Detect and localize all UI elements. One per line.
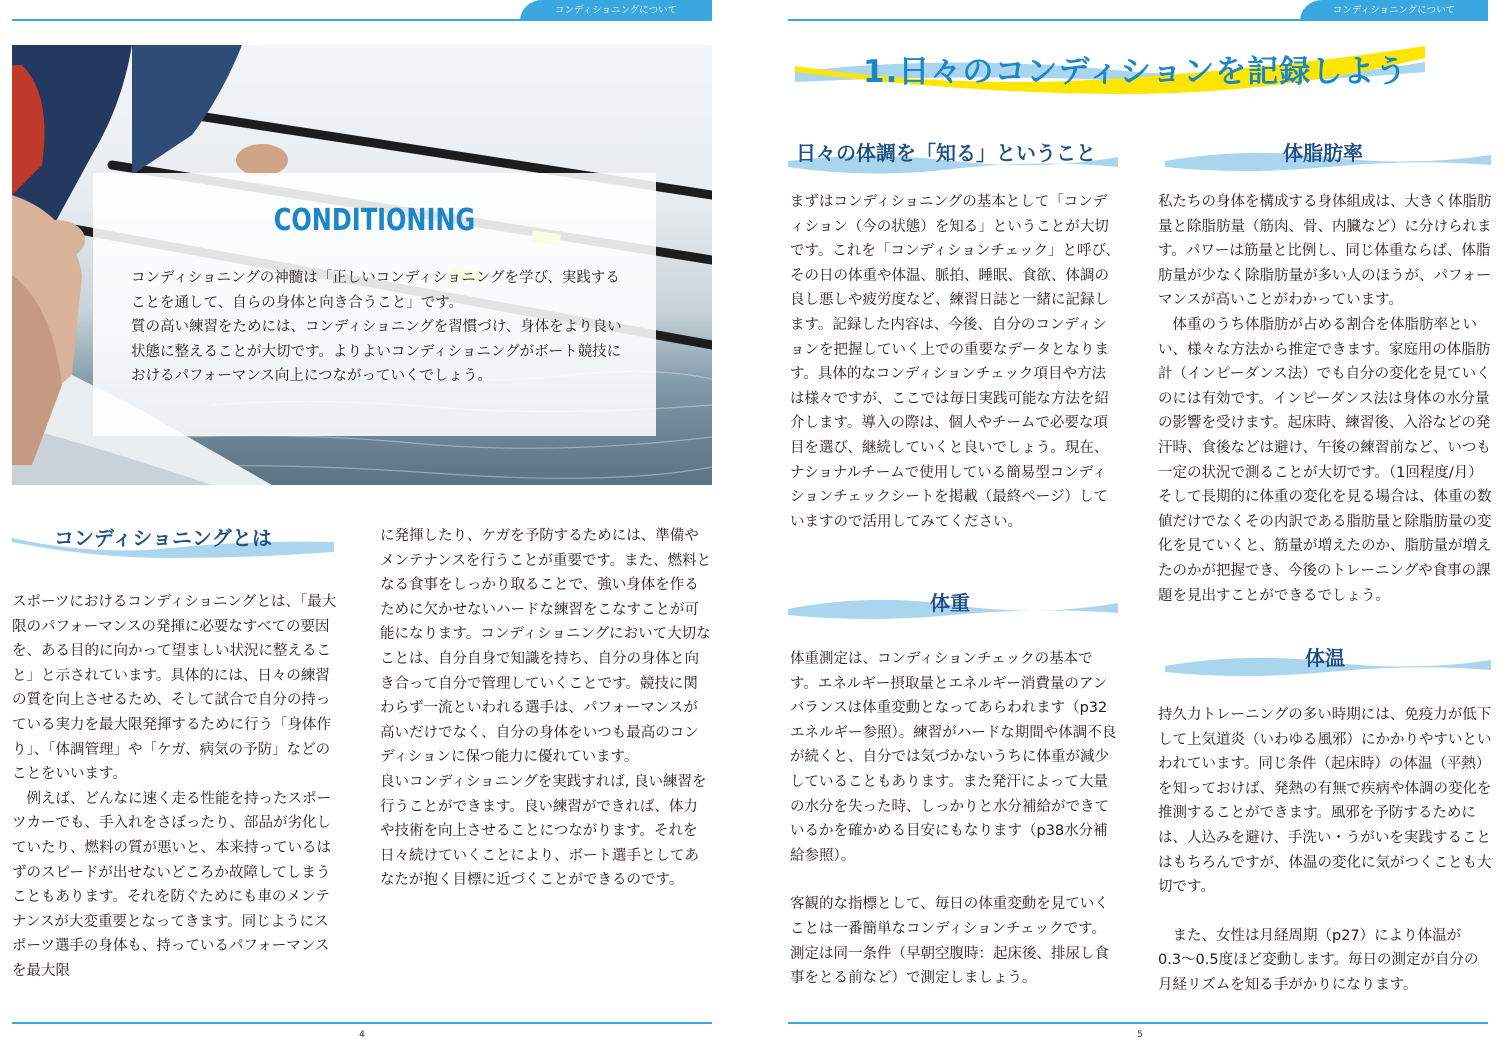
- footer-rule: [12, 1022, 712, 1024]
- paragraph: 例えば、どんなに速く走る性能を持ったスポーツカーでも、手入れをさぼったり、部品が劣化していたり、燃料の質が悪いと、本来持っているはずのスピードが出せないどころか故障してしまうこともあります。それを防ぐためにも車のメンテナンスが大変重要となってきます。同じようにスポーツ選手の身体も、持っているパフォーマンスを最大限: [12, 790, 331, 979]
- paragraph: 私たちの身体を構成する身体組成は、大きく体脂肪量と除脂肪量（筋肉、骨、内臓など）に分けられます。パワーは筋量と比例し、同じ体重ならば、体脂肪量が少なく除脂肪量が多い人のほうが、パフォーマンスが高いことがわかっています。: [1158, 194, 1492, 309]
- section-heading-weight: [788, 585, 1118, 635]
- paragraph: 客観的な指標として、毎日の体重変動を見ていくことは一番簡単なコンディションチェックです。測定は同一条件（早朝空腹時：起床後、排尿し食事をとる前など）で測定しましょう。: [790, 896, 1109, 987]
- section-heading-know: [788, 135, 1118, 185]
- section-heading-conditioning: [12, 518, 334, 568]
- body-column-2: [380, 524, 712, 893]
- paragraph: まずはコンディショニングの基本として「コンディション（今の状態）を知る」ということが大切です。これを「コンディションチェック」と呼び、その日の体重や体温、脈拍、睡眠、食欲、体調の良し悪しや疲労度など、練習日誌と一緒に記録します。記録した内容は、今後、自分のコンディションを把握していく上での重要なデータとなります。具体的なコンディションチェック項目や方法は様々ですが、ここでは毎日実践可能な方法を紹介します。導入の際は、個人やチームで必要な項目を選び、継続していくと良いでしょう。現在、ナショナルチームで使用している簡易型コンディションチェックシートを掲載（最終ページ）していますので活用してみてください。: [790, 194, 1120, 530]
- paragraph: に発揮したり、ケガを予防するためには、準備やメンテナンスを行うことが重要です。また、燃料となる食事をしっかり取ることで、強い身体を作るために欠かせないハードな練習をこなすことが可能になります。コンディショニングにおいて大切なことは、自分自身で知識を持ち、自分の身体と向き合って自分で管理していくことです。競技に関わらず一流といわれる選手は、パフォーマンスが高いだけでなく、自分の身体をいつも最高のコンディションに保つ能力に優れています。: [380, 528, 712, 766]
- paragraph: また、女性は月経周期（p27）により体温が0.3〜0.5度ほど変動します。毎日の測定が自分の月経リズムを知る手がかりになります。: [1158, 927, 1479, 993]
- section-heading-text: 体脂肪率: [1283, 141, 1363, 165]
- main-title: 1.日々のコンディションを記録しよう: [863, 54, 1408, 90]
- bodyfat-text: [1158, 190, 1492, 608]
- rowing-photo: [12, 45, 712, 485]
- know-text: [790, 190, 1120, 534]
- header-tab: コンディショニングについて: [520, 0, 712, 21]
- body-column-1: [12, 590, 342, 984]
- main-title-block: [795, 42, 1425, 108]
- section-heading-temperature: [1165, 640, 1491, 690]
- header-tab: コンディショニングについて: [1300, 0, 1488, 21]
- section-heading-bodyfat: [1165, 135, 1491, 185]
- page-number: 4: [359, 1030, 365, 1040]
- section-heading-text: 日々の体調を「知る」ということ: [796, 141, 1096, 165]
- paragraph: スポーツにおけるコンディショニングとは、「最大限のパフォーマンスの発揮に必要なすべての要因を、ある目的に向かって望ましい状況に整えること」と示されています。具体的には、日々の練習の質を向上させるため、そして試合で自分の持っている実力を最大限発揮するために行う「身体作り」、「体調管理」や「ケガ、病気の予防」などのことをいいます。: [12, 594, 337, 783]
- footer-rule: [788, 1022, 1488, 1024]
- page-number: 5: [1137, 1030, 1143, 1040]
- intro-box: [93, 173, 656, 436]
- weight-text: [790, 647, 1120, 991]
- paragraph: 体重のうち体脂肪が占める割合を体脂肪率といい、様々な方法から推定できます。家庭用の体脂肪計（インピーダンス法）でも自分の変化を見ていくのには有効です。インピーダンス法は身体の水分量の影響を受けます。起床時、練習後、入浴などの発汗時、食後などは避け、午後の練習前など、いつも一定の状況で測ることが大切です。（1回程度/月）そして長期的に体重の変化を見る場合は、体重の数値だけでなくその内訳である脂肪量と除脂肪量の変化を見ていくと、筋量が増えたのか、脂肪量が増えたのかが把握でき、今後のトレーニングや食事の課題を見出すことができるでしょう。: [1158, 316, 1492, 604]
- section-heading-text: 体温: [1305, 646, 1345, 670]
- section-heading-text: 体重: [930, 591, 970, 615]
- temperature-text: [1158, 703, 1492, 998]
- paragraph: 持久力トレーニングの多い時期には、免疫力が低下して上気道炎（いわゆる風邪）にかかりやすいといわれています。同じ条件（起床時）の体温（平熱）を知っておけば、発熱の有無で疾病や体調の変化を推測することができます。風邪を予防するためには、人込みを避け、手洗い・うがいを実践することはもちろんですが、体温の変化に気がつくことも大切です。: [1158, 707, 1492, 896]
- intro-title: CONDITIONING: [273, 203, 476, 238]
- section-heading-text: コンディショニングとは: [54, 526, 272, 550]
- intro-text: コンディショニングの神髄は「正しいコンディショニングを学び、実践することを通して、自らの身体と向き合うこと」です。 質の高い練習をためには、コンディショニングを習慣づけ、身体をより良い状態に整えることが大切です。よりよいコンディショニングがボート競技におけるパフォーマンス向上につながっていくでしょう。: [131, 270, 622, 384]
- paragraph: 良いコンディショニングを実践すれば, 良い練習を行うことができます。良い練習ができれば、体力や技術を向上させることにつながります。それを日々続けていくことにより、ボート選手としてあなたが抱く目標に近づくことができるのです。: [380, 773, 707, 889]
- paragraph: 体重測定は、コンディションチェックの基本です。エネルギー摂取量とエネルギー消費量のアンバランスは体重変動となってあらわれます（p32エネルギー参照）。練習がハードな期間や体調不良が続くと、自分では気づかないうちに体重が減少していることもあります。また発汗によって大量の水分を失った時、しっかりと水分補給ができているかを確かめる目安にもなります（p38水分補給参照）。: [790, 651, 1117, 864]
